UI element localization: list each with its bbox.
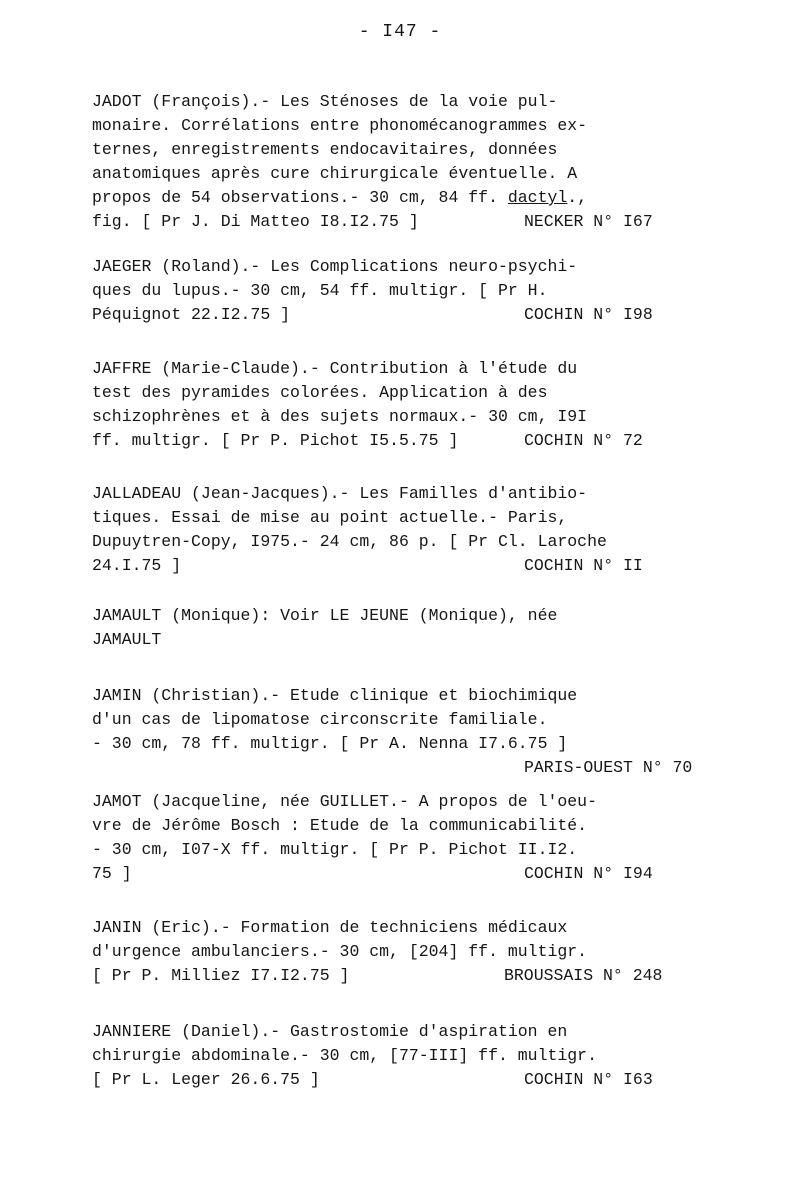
library-reference: COCHIN N° 72 [524, 431, 643, 450]
bibliography-entry-jadot [92, 90, 732, 234]
entry-line: vre de Jérôme Bosch : Etude de la communicabilité. [92, 816, 588, 835]
entry-line [92, 186, 732, 210]
entry-line: schizophrènes et à des sujets normaux.- 30 cm, I9I [92, 407, 588, 426]
entry-line: d'un cas de lipomatose circonscrite familiale. [92, 710, 548, 729]
entry-line: JAMOT (Jacqueline, née GUILLET.- A propos de l'oeu- [92, 792, 597, 811]
entry-line: JAMIN (Christian).- Etude clinique et biochimique [92, 686, 578, 705]
entry-last-line-text: fig. [ Pr J. Di Matteo I8.I2.75 ] [92, 212, 419, 231]
library-reference: COCHIN N° I63 [524, 1070, 653, 1089]
entry-line: - 30 cm, I07-X ff. multigr. [ Pr P. Pichot II.I2. [92, 840, 578, 859]
entry-line: JAMAULT [92, 630, 162, 649]
entry-line: JANNIERE (Daniel).- Gastrostomie d'aspiration en [92, 1022, 568, 1041]
entry-line: anatomiques après cure chirurgicale éventuelle. A [92, 164, 578, 183]
library-reference: BROUSSAIS N° 248 [504, 966, 663, 985]
bibliography-entry-jaeger [92, 255, 732, 327]
entry-line: test des pyramides colorées. Application à des [92, 383, 548, 402]
library-reference: COCHIN N° I94 [524, 864, 653, 883]
entry-last-line [92, 964, 732, 988]
entry-line-text: propos de 54 observations.- 30 cm, 84 ff. [92, 188, 508, 207]
entry-last-line-text: ff. multigr. [ Pr P. Pichot I5.5.75 ] [92, 431, 459, 450]
entry-line-punct: ., [567, 188, 588, 207]
underlined-abbrev: dactyl [507, 188, 568, 207]
entry-last-line [92, 1068, 732, 1092]
library-reference: PARIS-OUEST N° 70 [524, 758, 693, 777]
library-reference: NECKER N° I67 [524, 212, 653, 231]
entry-line: - 30 cm, 78 ff. multigr. [ Pr A. Nenna I7.6.75 ] [92, 734, 568, 753]
entry-last-line [92, 303, 732, 327]
entry-line: ternes, enregistrements endocavitaires, données [92, 140, 558, 159]
page-number: - I47 - [358, 22, 442, 42]
entry-line: monaire. Corrélations entre phonomécanogrammes ex- [92, 116, 588, 135]
bibliography-entry-jamot [92, 790, 732, 886]
bibliography-entry-jaffre [92, 357, 732, 453]
bibliography-entry-jalladeau [92, 482, 732, 578]
bibliography-entry-jamault [92, 604, 732, 652]
library-reference: COCHIN N° I98 [524, 305, 653, 324]
entry-last-line-text: [ Pr P. Milliez I7.I2.75 ] [92, 966, 350, 985]
entry-line: JAFFRE (Marie-Claude).- Contribution à l'étude du [92, 359, 578, 378]
entry-line: tiques. Essai de mise au point actuelle.- Paris, [92, 508, 568, 527]
library-reference: COCHIN N° II [524, 556, 643, 575]
entry-line: JADOT (François).- Les Sténoses de la voie pul- [92, 92, 558, 111]
entry-line: JAEGER (Roland).- Les Complications neuro-psychi- [92, 257, 578, 276]
entry-line: d'urgence ambulanciers.- 30 cm, [204] ff. multigr. [92, 942, 588, 961]
entry-last-line [92, 210, 732, 234]
entry-line: JALLADEAU (Jean-Jacques).- Les Familles d'antibio- [92, 484, 588, 503]
entry-last-line [92, 554, 732, 578]
entry-last-line-text: 75 ] [92, 864, 132, 883]
entry-line: Dupuytren-Copy, I975.- 24 cm, 86 p. [ Pr Cl. Laroche [92, 532, 607, 551]
bibliography-entry-janin [92, 916, 732, 988]
entry-line: JAMAULT (Monique): Voir LE JEUNE (Monique), née [92, 606, 558, 625]
entry-last-line-text: [ Pr L. Leger 26.6.75 ] [92, 1070, 320, 1089]
bibliography-entry-jamin [92, 684, 732, 780]
bibliography-entry-janniere [92, 1020, 732, 1092]
entry-line: ques du lupus.- 30 cm, 54 ff. multigr. [ Pr H. [92, 281, 548, 300]
entry-last-line-text: 24.I.75 ] [92, 556, 182, 575]
entry-last-line-text: Péquignot 22.I2.75 ] [92, 305, 291, 324]
entry-last-line [92, 862, 732, 886]
entry-last-line [92, 429, 732, 453]
entry-line: chirurgie abdominale.- 30 cm, [77-III] ff. multigr. [92, 1046, 597, 1065]
entry-line: JANIN (Eric).- Formation de techniciens médicaux [92, 918, 568, 937]
